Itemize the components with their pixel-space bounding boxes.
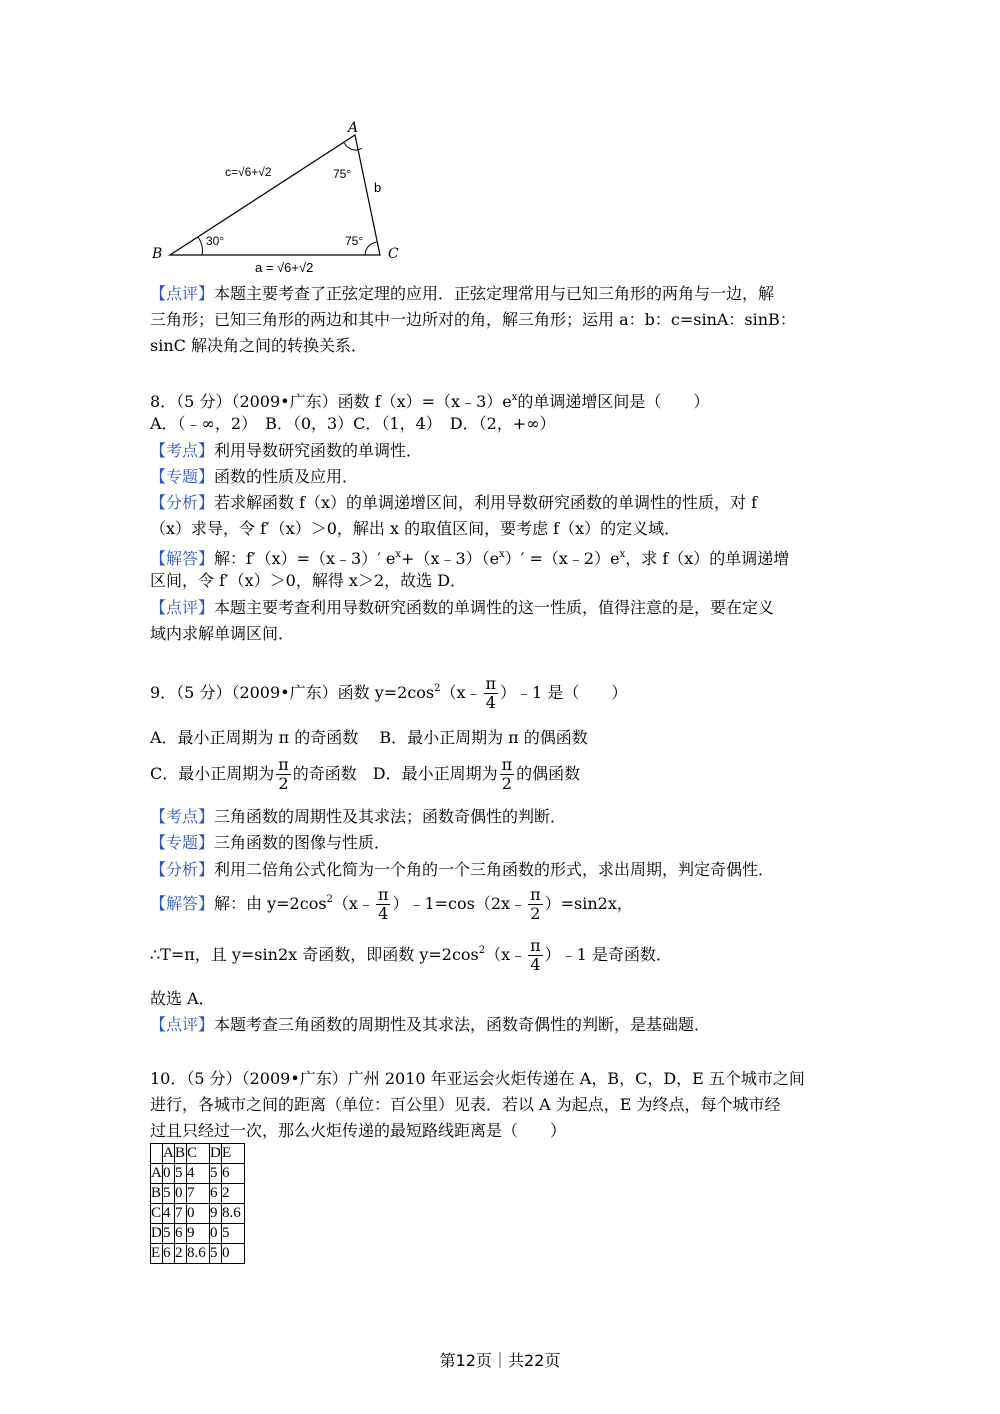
q9-answer-1: 【解答】解：由 $y=2\cos^2(x﹣$ $\frac{\pi}{4}$ ）﹣1=cos（2x﹣ $\frac{\pi}{2}$ ）=sin2x， [150, 885, 633, 923]
q8-topic: 【专题】函数的性质及应用． [150, 467, 359, 486]
table-cell: 2 [175, 1244, 187, 1264]
table-cell: 5 [210, 1164, 222, 1184]
table-cell: 0 [222, 1244, 245, 1264]
q10-stem-3: 过且只经过一次，那么火炬传递的最短路线距离是（ ） [150, 1121, 567, 1140]
q8-analysis-1: 【分析】若求解函数 f（x）的单调递增区间，利用导数研究函数的单调性的性质，对 f [150, 493, 758, 512]
q8-stem: 8．（5 分）（2009•广东）函数 $f(x)=(x﹣3)e^x$的单调递增区间是（ ） [150, 392, 710, 411]
angle-a-label: 75° [333, 167, 352, 181]
angle-arc-c [365, 242, 377, 255]
q9-options-ab: A．最小正周期为 π 的奇函数 B．最小正周期为 π 的偶函数 [150, 728, 588, 747]
table-cell: 9 [187, 1224, 210, 1244]
fraction-pi-over-4: $\frac{\pi}{4}$ [377, 885, 389, 923]
table-cell: 0 [175, 1184, 187, 1204]
table-row [151, 1164, 245, 1184]
table-cell: 6 [210, 1184, 222, 1204]
q8-analysis-2: （x）求导，令 f′（x）＞0，解出 x 的取值区间，要考虑 f（x）的定义域． [150, 519, 681, 538]
table-cell: 8.6 [187, 1244, 210, 1264]
fraction-pi-over-2: $\frac{\pi}{2}$ [501, 755, 513, 793]
table-cell: 4 [163, 1204, 175, 1224]
table-cell: 6 [222, 1164, 245, 1184]
table-cell: E [151, 1244, 163, 1264]
angle-arc-a [344, 143, 362, 150]
table-cell: 5 [175, 1164, 187, 1184]
q9-topic: 【专题】三角函数的图像与性质． [150, 833, 391, 852]
angle-arc-b [198, 237, 203, 255]
table-cell: 7 [187, 1184, 210, 1204]
table-cell: 7 [175, 1204, 187, 1224]
q9-review: 【点评】本题考查三角函数的周期性及其求法，函数奇偶性的判断，是基础题． [150, 1015, 711, 1034]
table-cell: 5 [222, 1224, 245, 1244]
q10-stem-2: 进行，各城市之间的距离（单位：百公里）见表．若以 A 为起点，E 为终点，每个城市经 [150, 1095, 781, 1114]
vertex-b-label: B [152, 246, 163, 262]
table-cell: A [151, 1164, 163, 1184]
q10-stem-1: 10．（5 分）（2009•广东）广州 2010 年亚运会火炬传递在 A，B，C，D，E 五个城市之间 [150, 1069, 805, 1088]
table-row [151, 1244, 245, 1264]
table-cell: 6 [163, 1244, 175, 1264]
table-cell: B [175, 1144, 187, 1164]
q9-analysis: 【分析】利用二倍角公式化简为一个角的一个三角函数的形式，求出周期，判定奇偶性． [150, 860, 775, 879]
table-cell: 5 [163, 1184, 175, 1204]
side-c-label: c=√6+√2 [225, 165, 272, 179]
table-cell: 8.6 [222, 1204, 245, 1224]
table-cell: 2 [222, 1184, 245, 1204]
q7-review-line-2: 三角形；已知三角形的两边和其中一边所对的角，解三角形；运用 a：b：c=sinA：sinB： [150, 310, 796, 329]
table-cell: D [151, 1224, 163, 1244]
fraction-pi-over-2: $\frac{\pi}{2}$ [278, 755, 289, 793]
table-cell: 4 [187, 1164, 210, 1184]
vertex-c-label: C [388, 246, 399, 262]
q9-point: 【考点】三角函数的周期性及其求法；函数奇偶性的判断． [150, 807, 567, 826]
q8-answer-2: 区间，令 f′（x）＞0，解得 x＞2，故选 D． [150, 571, 467, 590]
vertex-a-label: A [348, 120, 359, 136]
table-row [151, 1204, 245, 1224]
table-cell: B [151, 1184, 163, 1204]
table-cell: 5 [163, 1224, 175, 1244]
q8-options: A．（﹣∞，2） B．（0，3）C．（1，4） D．（2，+∞） [150, 414, 556, 433]
table-cell: 0 [210, 1224, 222, 1244]
q9-options-cd: C．最小正周期为 $\frac{\pi}{2}$ 的奇函数 D．最小正周期为 $\frac{\pi}{2}$ 的偶函数 [150, 755, 581, 793]
table-cell: 5 [210, 1244, 222, 1264]
table-cell: C [187, 1144, 210, 1164]
q8-answer-1: 【解答】解：f′（x）=（x﹣3）′ $e^x+(x﹣3)(e^x)'$ $=(x﹣2)e^x$，求 f（x）的单调递增 [150, 549, 790, 568]
review-tag: 【点评】 [150, 284, 215, 303]
distance-table [150, 1143, 245, 1264]
table-row [151, 1224, 245, 1244]
page-footer: 第12页｜共22页 [439, 1351, 561, 1370]
table-row [151, 1144, 245, 1164]
table-cell [151, 1144, 163, 1164]
q9-answer-3: 故选 A． [150, 989, 215, 1008]
q7-review-line-3: sinC 解决角之间的转换关系． [150, 336, 367, 355]
side-b-label: b [374, 180, 382, 195]
q8-review-1: 【点评】本题主要考查利用导数研究函数的单调性的这一性质，值得注意的是，要在定义 [150, 598, 775, 617]
table-cell: 0 [163, 1164, 175, 1184]
fraction-pi-over-4: $\frac{\pi}{4}$ [530, 936, 541, 974]
q7-review-line-1: 【点评】本题主要考查了正弦定理的应用．正弦定理常用与已知三角形的两角与一边，解 [150, 284, 775, 303]
table-cell: 0 [187, 1204, 210, 1224]
table-cell: 6 [175, 1224, 187, 1244]
table-cell: A [163, 1144, 175, 1164]
triangle-figure [140, 118, 420, 278]
q9-stem: 9．（5 分）（2009•广东）函数 $y=2\cos^2(x﹣$ $\frac{\pi}{4}$ ）﹣1 是（ ） [150, 674, 628, 712]
table-row [151, 1184, 245, 1204]
q8-point: 【考点】利用导数研究函数的单调性． [150, 441, 423, 460]
q9-answer-2: ∴T=π，且 y=sin2x 奇函数，即函数 $y=2\cos^2(x﹣$ $\frac{\pi}{4}$ ）﹣1 是奇函数． [150, 936, 672, 974]
table-cell: C [151, 1204, 163, 1224]
side-a-label: a = √6+√2 [255, 260, 314, 275]
q8-review-2: 域内求解单调区间． [150, 624, 295, 643]
table-cell: D [210, 1144, 222, 1164]
angle-c-label: 75° [345, 234, 364, 248]
table-cell: 9 [210, 1204, 222, 1224]
table-cell: E [222, 1144, 245, 1164]
fraction-pi-over-4: $\frac{\pi}{4}$ [485, 674, 497, 712]
angle-b-label: 30° [206, 234, 225, 248]
fraction-pi-over-2: $\frac{\pi}{2}$ [530, 885, 541, 923]
